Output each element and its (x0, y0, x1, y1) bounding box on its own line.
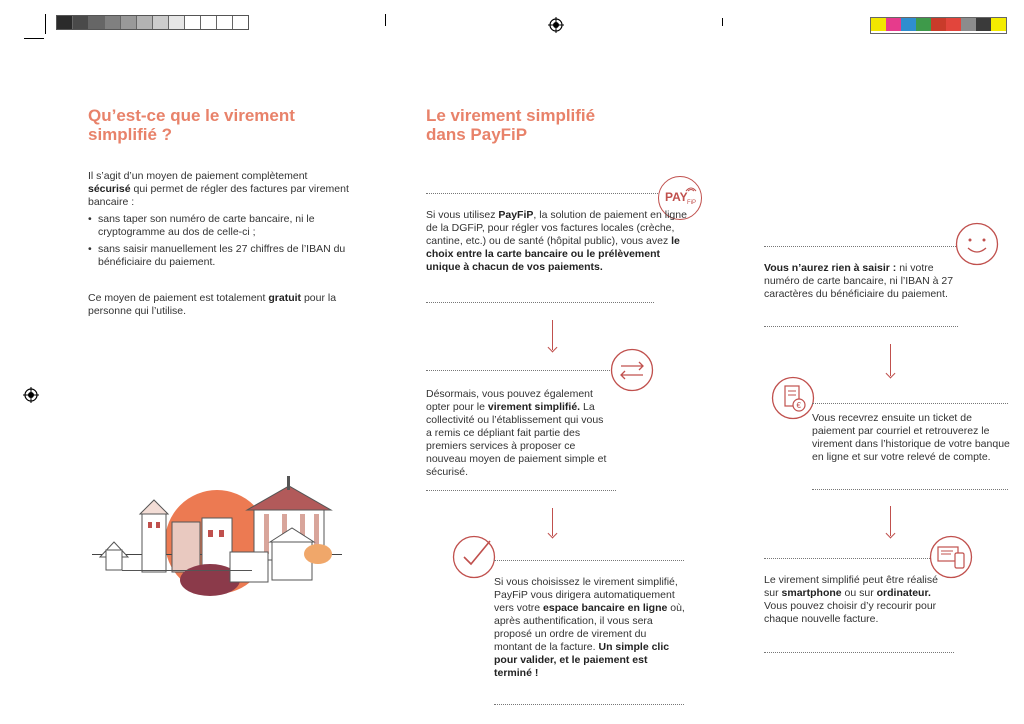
step1-text: Si vous utilisez PayFiP, la solution de paiement en ligne de la DGFiP, pour régler vos factures locales (crèche, cantine, etc.) ou de santé (hôpital public), vous avez le choix entre la carte bancaire ou le prélèvement unique à chacun de vos paiements. (426, 209, 687, 273)
color-swatch (916, 18, 931, 31)
color-swatch (901, 18, 916, 31)
arrowhead (548, 529, 558, 539)
step6-text: Le virement simplifié peut être réalisé sur smartphone ou sur ordinateur. Vous pouvez choisir d’y recourir pour chaque nouvelle facture. (764, 574, 938, 625)
divider (764, 246, 956, 247)
right-heading: Le virement simplifié dans PayFiP (426, 106, 596, 144)
registration-mark-icon (23, 387, 39, 403)
devices-icon (929, 535, 973, 579)
crop-mark (45, 14, 46, 34)
divider (426, 370, 612, 371)
divider (812, 489, 1008, 490)
divider (426, 193, 658, 194)
divider (764, 652, 954, 653)
payfip-logo-icon: PAY FiP (658, 176, 702, 220)
ticket-euro-icon (771, 376, 815, 420)
svg-text:€: € (796, 401, 801, 410)
color-swatch (991, 18, 1006, 31)
town-illustration (92, 472, 342, 597)
left-heading: Qu’est-ce que le virement simplifié ? (88, 106, 295, 144)
list-item: • sans saisir manuellement les 27 chiffres de l’IBAN du bénéficiaire du paiement. (88, 243, 350, 269)
divider (764, 326, 958, 327)
crop-mark (722, 18, 723, 26)
color-swatch (946, 18, 961, 31)
color-bar (870, 17, 1007, 34)
divider (494, 704, 684, 705)
divider (812, 403, 1008, 404)
color-swatch (976, 18, 991, 31)
checkmark-icon (452, 535, 496, 579)
step5-text: Vous recevrez ensuite un ticket de paiement par courriel et retrouverez le virement dans l’historique de votre banque en ligne et sur votre relevé de compte. (812, 412, 1010, 463)
color-swatch (886, 18, 901, 31)
step3-text: Si vous choisissez le virement simplifié, PayFiP vous dirigera automatiquement vers votre espace bancaire en ligne où, après authentification, il vous sera proposé un ordre de virement du montant de la facture. Un simple clic pour valider, et le paiement est terminé ! (494, 576, 685, 679)
list-item: • sans taper son numéro de carte bancaire, ni le cryptogramme au dos de celle-ci ; (88, 213, 350, 239)
step4-text: Vous n’aurez rien à saisir : ni votre numéro de carte bancaire, ni l’IBAN à 27 caractères du bénéficiaire du paiement. (764, 262, 954, 300)
arrowhead (548, 343, 558, 353)
left-intro: Il s’agit d’un moyen de paiement complètement sécurisé qui permet de régler des factures par virement bancaire : • sans taper son numéro de carte bancaire, ni le cryptogramme au dos de celle-ci ; • sans saisir manuellement les 27 chiffres de l’IBAN du bénéficiaire du paiement. (88, 170, 350, 269)
left-outro: Ce moyen de paiement est totalement gratuit pour la personne qui l’utilise. (88, 292, 337, 317)
divider (426, 302, 654, 303)
grey-scale-bar (56, 15, 249, 30)
registration-mark-icon (548, 17, 564, 33)
smiley-icon (955, 222, 999, 266)
color-swatch (961, 18, 976, 31)
divider (426, 490, 616, 491)
arrowhead (886, 529, 896, 539)
divider (764, 558, 932, 559)
crop-mark (24, 38, 44, 39)
step2-text: Désormais, vous pouvez également opter pour le virement simplifié. La collectivité ou l’établissement qui vous a remis ce dépliant fait partie des premiers services à proposer ce nouveau moyen de paiement simple et sécurisé. (426, 388, 607, 478)
left-bullet-list (88, 213, 350, 269)
color-swatch (931, 18, 946, 31)
arrowhead (886, 369, 896, 379)
crop-mark (385, 14, 386, 26)
arrows-exchange-icon (610, 348, 654, 392)
color-swatch (871, 18, 886, 31)
divider (494, 560, 684, 561)
